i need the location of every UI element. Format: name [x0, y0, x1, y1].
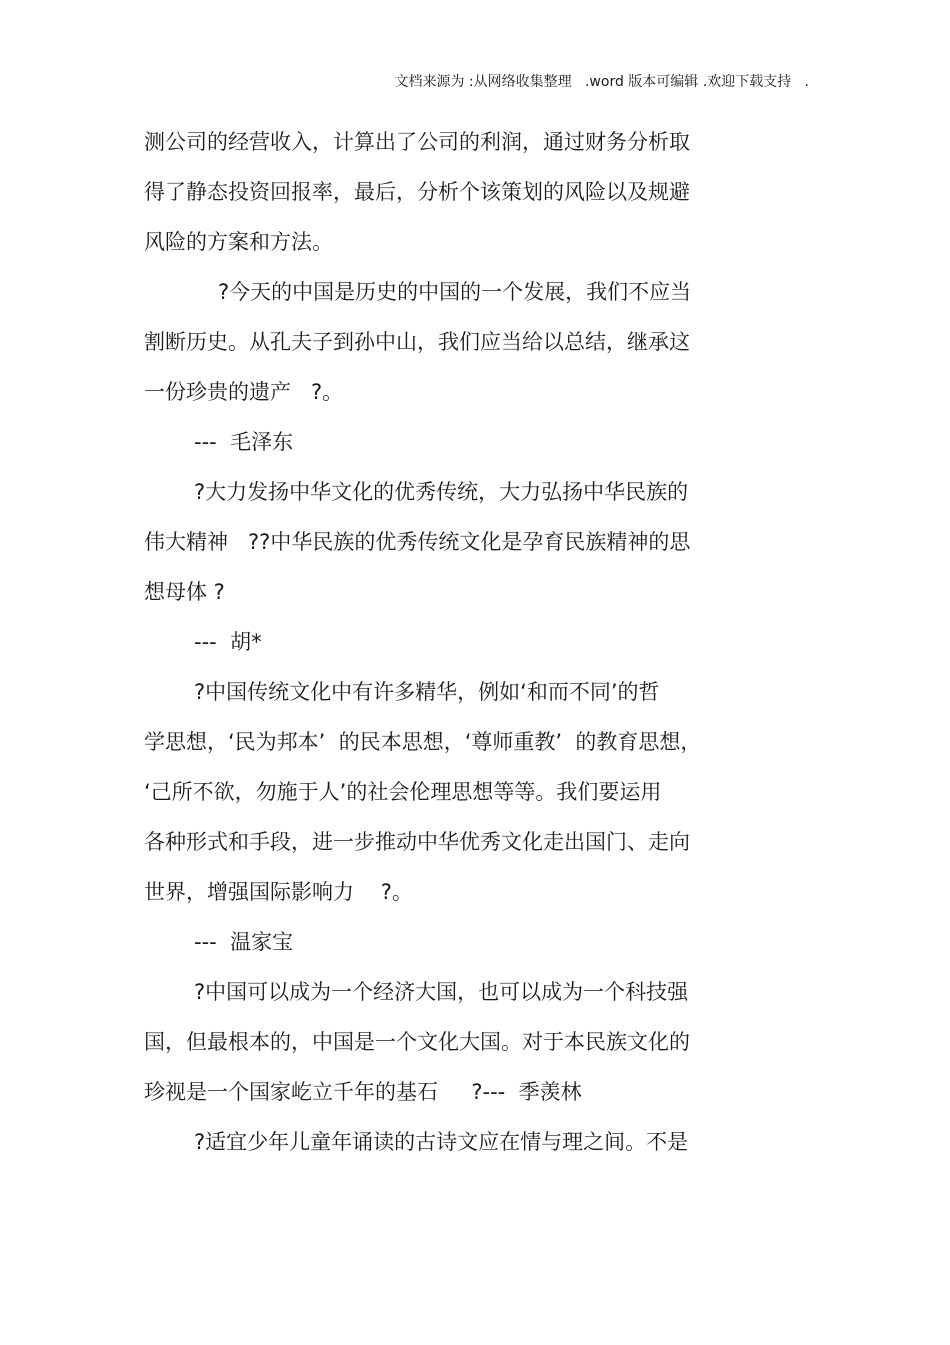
text-line: 测公司的经营收入，计算出了公司的利润，通过财务分析取 [144, 130, 690, 154]
text-line: ?大力发扬中华文化的优秀传统，大力弘扬中华民族的 [194, 480, 689, 504]
text-line: 各种形式和手段，进一步推动中华优秀文化走出国门、走向 [144, 830, 690, 854]
text-line: 珍视是一个国家屹立千年的基石 ?--- 季羡林 [144, 1080, 582, 1104]
attribution: --- 温家宝 [194, 930, 294, 954]
text-line: ?中国可以成为一个经济大国，也可以成为一个科技强 [194, 980, 689, 1004]
text-line: 学思想，‘民为邦本’ 的民本思想，‘尊师重教’ 的教育思想， [144, 730, 702, 754]
text-line: ?中国传统文化中有许多精华，例如‘和而不同’的哲 [194, 680, 660, 704]
attribution: --- 毛泽东 [194, 430, 294, 454]
text-line: ?适宜少年儿童年诵读的古诗文应在情与理之间。不是 [194, 1130, 689, 1154]
text-line: ‘己所不欲，勿施于人’的社会伦理思想等等。我们要运用 [144, 780, 662, 804]
text-line: 风险的方案和方法。 [144, 230, 333, 254]
text-line: 得了静态投资回报率，最后，分析个该策划的风险以及规避 [144, 180, 690, 204]
text-line: 割断历史。从孔夫子到孙中山，我们应当给以总结，继承这 [144, 330, 690, 354]
text-line: 一份珍贵的遗产 ?。 [144, 380, 344, 404]
text-line: ?今天的中国是历史的中国的一个发展，我们不应当 [218, 280, 692, 304]
attribution: --- 胡* [194, 630, 262, 654]
text-line: 国，但最根本的，中国是一个文化大国。对于本民族文化的 [144, 1030, 690, 1054]
text-line: 世界，增强国际影响力 ?。 [144, 880, 413, 904]
text-line: 伟大精神 ??中华民族的优秀传统文化是孕育民族精神的思 [144, 530, 691, 554]
text-line: 想母体 ? [144, 580, 225, 604]
page-header: 文档来源为 :从网络收集整理 .word 版本可编辑 .欢迎下载支持 . [394, 74, 809, 90]
